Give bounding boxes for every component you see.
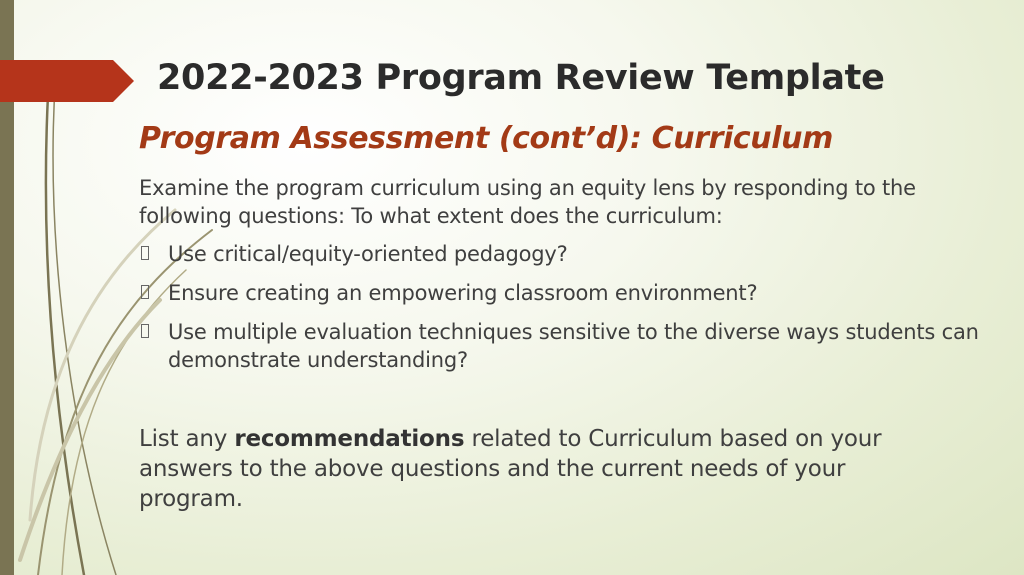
bullet-icon — [141, 324, 149, 338]
intro-paragraph: Examine the program curriculum using an equity lens by responding to the following questions: To what extent does the curriculum: — [139, 176, 916, 228]
list-item — [139, 279, 999, 307]
bullet-text: Ensure creating an empowering classroom environment? — [168, 281, 758, 305]
bullet-icon — [141, 285, 149, 299]
slide-title: 2022-2023 Program Review Template — [157, 58, 885, 98]
slide-subtitle: Program Assessment (cont’d): Curriculum — [139, 121, 833, 156]
recommendation-text-start: List any — [139, 426, 235, 452]
title-arrow-shape — [0, 60, 134, 102]
bullet-text: Use critical/equity-oriented pedagogy? — [168, 242, 568, 266]
recommendation-text-end: related to Curriculum based on your answers to the above questions and the current needs of your program. — [139, 426, 882, 512]
question-list — [139, 240, 999, 385]
bullet-icon — [141, 246, 149, 260]
recommendation-keyword: recommendations — [234, 426, 465, 452]
recommendation-paragraph — [139, 424, 939, 514]
list-item — [139, 240, 999, 268]
list-item — [139, 318, 999, 374]
bullet-text: Use multiple evaluation techniques sensitive to the diverse ways students can demonstrate understanding? — [168, 320, 979, 372]
